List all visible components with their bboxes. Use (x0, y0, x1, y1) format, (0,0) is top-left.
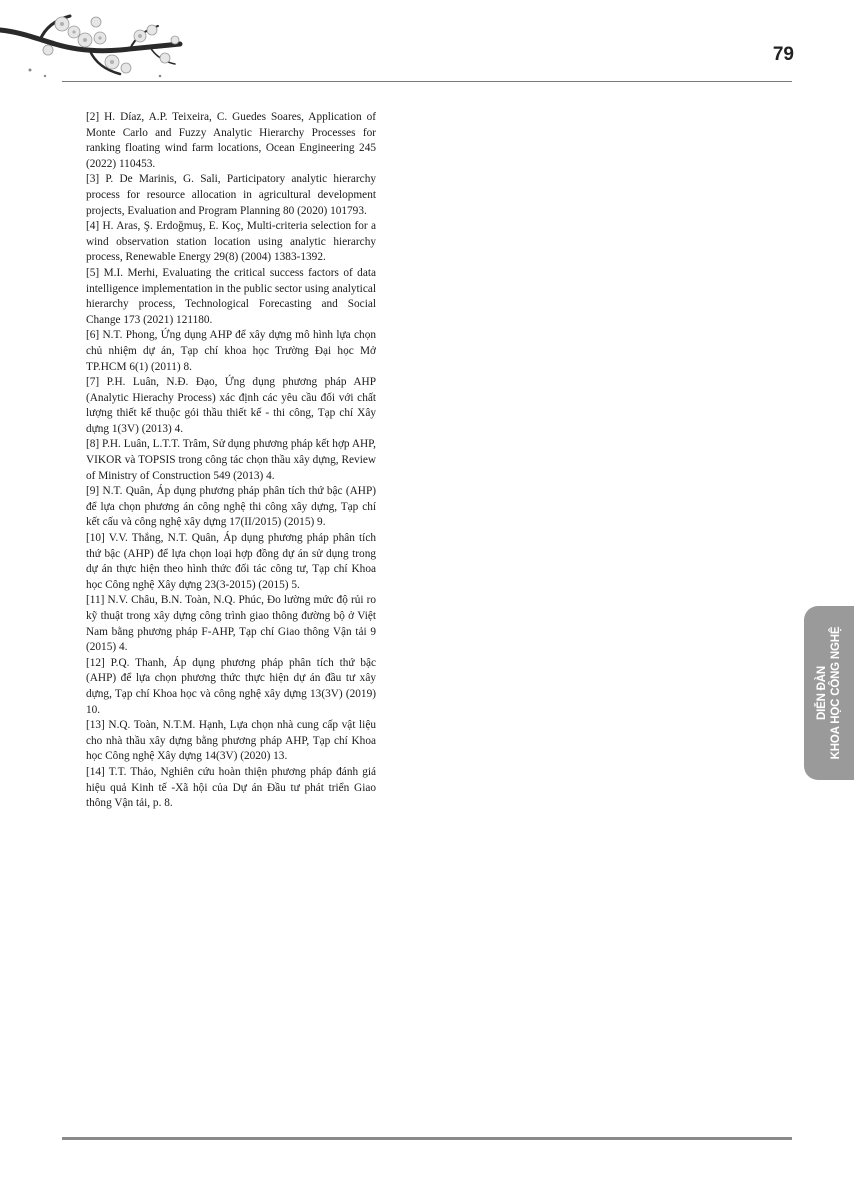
section-side-tab (804, 606, 854, 780)
side-tab-line2: KHOA HỌC CÔNG NGHỆ (830, 626, 842, 760)
reference-item: [4] H. Aras, Ş. Erdoğmuş, E. Koç, Multi-criteria selection for a wind observation station location using analytic hierarchy process, Renewable Energy 29(8) (2004) 1383-1392. (86, 220, 376, 264)
footer-rule (62, 1137, 792, 1140)
reference-item: [5] M.I. Merhi, Evaluating the critical success factors of data intelligence implementation in the public sector using analytical hierarchy process, Technological Forecasting and Social Change 173 (2021) 121180. (86, 266, 376, 326)
reference-item: [6] N.T. Phong, Ứng dụng AHP để xây dựng mô hình lựa chọn chủ nhiệm dự án, Tạp chí khoa học Trường Đại học Mở TP.HCM 6(1) (2011) 8. (86, 329, 376, 373)
header-rule (62, 81, 792, 82)
page-number: 79 (772, 44, 794, 65)
reference-item: [10] V.V. Thắng, N.T. Quân, Áp dụng phương pháp phân tích thứ bậc (AHP) để lựa chọn loại hợp đồng dự án sử dụng trong dự án thực hiện theo hình thức đối tác công tư, Tạp chí Khoa học Công nghệ Xây dựng 23(3-2015) (2015) 5. (86, 532, 376, 591)
reference-item: [3] P. De Marinis, G. Sali, Participatory analytic hierarchy process for resource allocation in agricultural development projects, Evaluation and Program Planning 80 (2020) 101793. (86, 173, 376, 217)
side-tab-line1: DIỄN ĐÀN (816, 666, 828, 721)
blossom-branch-decoration (0, 10, 185, 85)
reference-item: [13] N.Q. Toàn, N.T.M. Hạnh, Lựa chọn nhà cung cấp vật liệu cho nhà thầu xây dựng bằng phương pháp AHP, Tạp chí Khoa học Công nghệ Xây dựng 14(3V) (2020) 13. (86, 719, 376, 763)
reference-item: [11] N.V. Châu, B.N. Toàn, N.Q. Phúc, Đo lường mức độ rủi ro kỹ thuật trong xây dựng công trình giao thông đường bộ ở Việt Nam bằng phương pháp F-AHP, Tạp chí Giao thông Vận tải 9 (2015) 4. (86, 594, 376, 654)
reference-item: [8] P.H. Luân, L.T.T. Trâm, Sử dụng phương pháp kết hợp AHP, VIKOR và TOPSIS trong công tác chọn thầu xây dựng, Review of Ministry of Construction 549 (2013) 4. (86, 438, 376, 482)
reference-item: [2] H. Díaz, A.P. Teixeira, C. Guedes Soares, Application of Monte Carlo and Fuzzy Analytic Hierarchy Processes for ranking floating wind farm locations, Ocean Engineering 245 (2022) 110453. (86, 111, 376, 170)
reference-list (86, 110, 376, 812)
reference-item: [9] N.T. Quân, Áp dụng phương pháp phân tích thứ bậc (AHP) để lựa chọn phương án công nghệ thi công xây dựng, Tạp chí kết cấu và công nghệ xây dựng 17(II/2015) (2015) 9. (86, 485, 376, 529)
reference-item: [14] T.T. Thảo, Nghiên cứu hoàn thiện phương pháp đánh giá hiệu quả Kinh tế -Xã hội của Dự án Đầu tư phát triển Giao thông Vận tải, p. 8. (86, 765, 376, 810)
reference-item: [7] P.H. Luân, N.Đ. Đạo, Ứng dụng phương pháp AHP (Analytic Hierachy Process) xác định các yêu cầu đối với chất lượng thiết kế thuộc gói thầu thiết kế - thi công, Tạp chí Xây dựng 1(3V) (2013) 4. (86, 376, 376, 435)
reference-item: [12] P.Q. Thanh, Áp dụng phương pháp phân tích thứ bậc (AHP) để lựa chọn phương thức thực hiện dự án đầu tư xây dựng, Tạp chí Khoa học và công nghệ xây dựng 13(3V) (2019) 10. (86, 656, 376, 716)
